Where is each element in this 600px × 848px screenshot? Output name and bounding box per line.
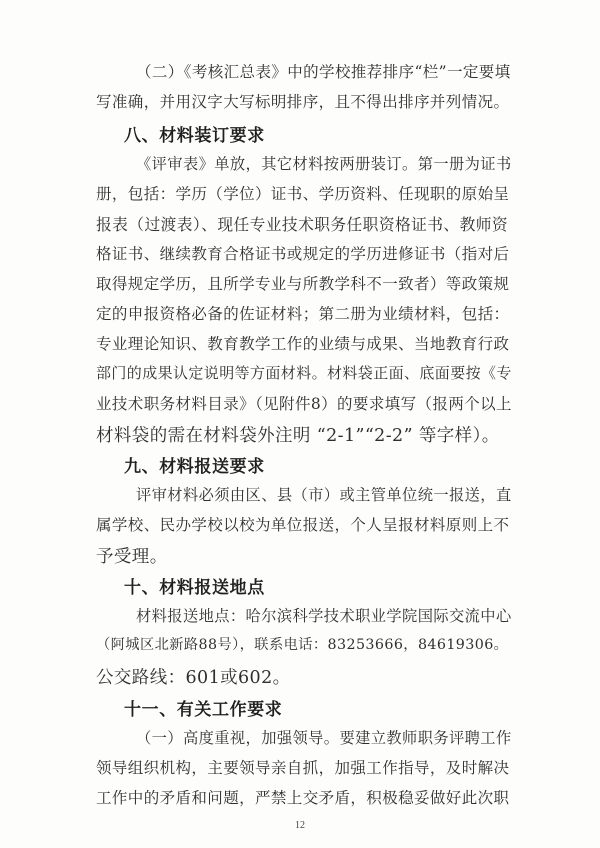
paragraph-line: 评审材料必须由区、县（市）或主管单位统一报送，直 [136, 486, 512, 504]
paragraph-line: 公交路线：601或602。 [96, 668, 291, 688]
paragraph-line: 业技术职务材料目录》（见附件8）的要求填写（报两个以上 [96, 395, 512, 413]
paragraph-line: 工作中的矛盾和问题，严禁上交矛盾，积极稳妥做好此次职 [96, 789, 510, 807]
paragraph-line: 领导组织机构，主要领导亲自抓，加强工作指导，及时解决 [96, 759, 510, 777]
paragraph-line: 材料报送地点：哈尔滨科学技术职业学院国际交流中心 [136, 607, 512, 625]
section-heading-11: 十一、有关工作要求 [124, 700, 283, 720]
paragraph-line: 《评审表》单放，其它材料按两册装订。第一册为证书 [136, 155, 512, 173]
paragraph-line: （一）高度重视，加强领导。要建立教师职务评聘工作 [136, 729, 512, 747]
paragraph-line: 格证书、继续教育合格证书或规定的学历进修证书（指对后 [96, 245, 510, 263]
paragraph-line: 写准确，并用汉字大写标明排序，且不得出排序并列情况。 [96, 93, 510, 111]
paragraph-line: （阿城区北新路88号），联系电话：83253666，84619306。 [96, 637, 509, 653]
paragraph-line: 部门的成果认定说明等方面材料。材料袋正面、底面要按《专 [96, 364, 512, 382]
paragraph-line: 取得规定学历，且所学专业与所教学科不一致者）等政策规 [96, 275, 510, 293]
section-heading-8: 八、材料装订要求 [124, 126, 265, 146]
section-heading-9: 九、材料报送要求 [124, 457, 265, 477]
paragraph-line: 予受理。 [96, 547, 168, 567]
section-heading-10: 十、材料报送地点 [124, 578, 265, 598]
paragraph-line: 材料袋的需在材料袋外注明 “2-1”“2-2” 等字样）。 [96, 426, 500, 446]
page-number: 12 [295, 820, 305, 831]
paragraph-line: 定的申报资格必备的佐证材料；第二册为业绩材料，包括： [96, 305, 510, 323]
paragraph-line: 册，包括：学历（学位）证书、学历资料、任现职的原始呈 [96, 185, 510, 203]
paragraph-line: 报表（过渡表）、现任专业技术职务任职资格证书、教师资 [96, 215, 509, 234]
paragraph-line: （二）《考核汇总表》中的学校推荐排序“栏”一定要填 [136, 63, 511, 81]
paragraph-line: 专业理论知识、教育教学工作的业绩与成果、当地教育行政 [96, 335, 510, 353]
paragraph-line: 属学校、民办学校以校为单位报送，个人呈报材料原则上不 [96, 516, 510, 534]
